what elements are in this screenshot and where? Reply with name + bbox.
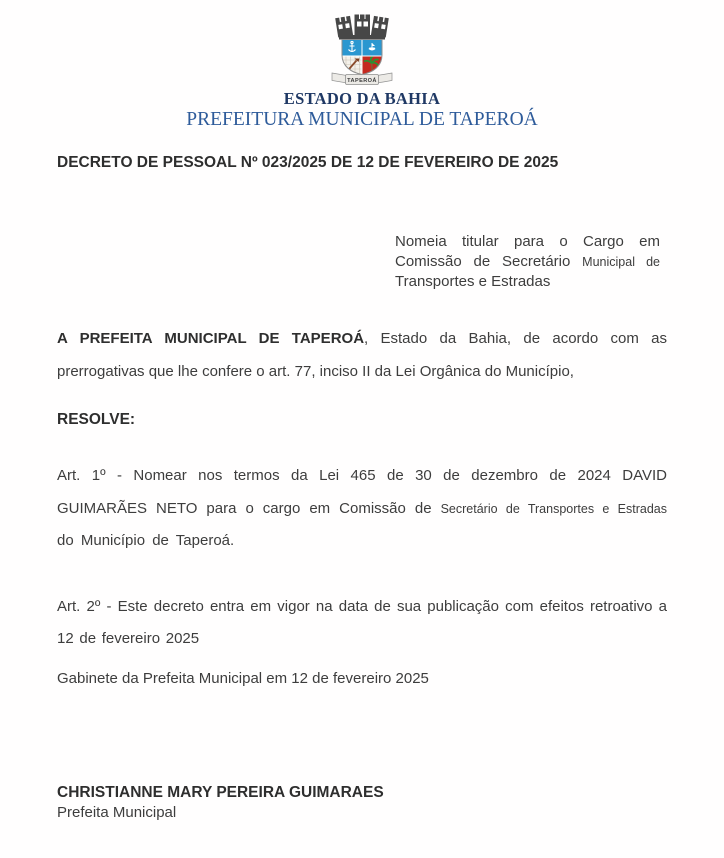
municipal-coat-of-arms-icon [325,13,399,87]
shield-icon [342,40,382,76]
resolve-heading: RESOLVE: [57,411,136,428]
decree-summary: Nomeia titular para o Cargo em Comissão de Secretário Municipal de Transportes e Estradas [395,233,660,290]
signature-block [57,783,667,823]
signature-role: Prefeita Municipal [57,803,177,821]
article-1-paragraph: Art. 1º - Nomear nos termos da Lei 465 de 30 de dezembro de 2024 DAVID GUIMARÃES NETO para o cargo em Comissão de Secretário de Transportes e Estradas do Município de Taperoá. [57,467,667,549]
signature-name: CHRISTIANNE MARY PEREIRA GUIMARAES [57,783,384,801]
mural-crown-icon [335,15,389,40]
cabinet-line: Gabinete da Prefeita Municipal em 12 de fevereiro 2025 [57,669,429,687]
article-2-paragraph: Art. 2º - Este decreto entra em vigor na data de sua publicação com efeitos retroativo a 12 de fevereiro 2025 [57,597,667,647]
state-title: ESTADO DA BAHIA [283,89,441,108]
municipality-title: PREFEITURA MUNICIPAL DE TAPEROÁ [186,109,538,130]
banner-text: TAPEROÁ [347,78,377,84]
document-body [0,153,724,823]
banner-scroll [332,73,392,85]
decree-title: DECRETO DE PESSOAL Nº 023/2025 DE 12 DE FEVEREIRO DE 2025 [57,154,559,171]
opening-paragraph: A PREFEITA MUNICIPAL DE TAPEROÁ, Estado da Bahia, de acordo com as prerrogativas que lhe confere o art. 77, inciso II da Lei Orgânica do Município, [57,330,668,380]
document-header [0,0,724,132]
